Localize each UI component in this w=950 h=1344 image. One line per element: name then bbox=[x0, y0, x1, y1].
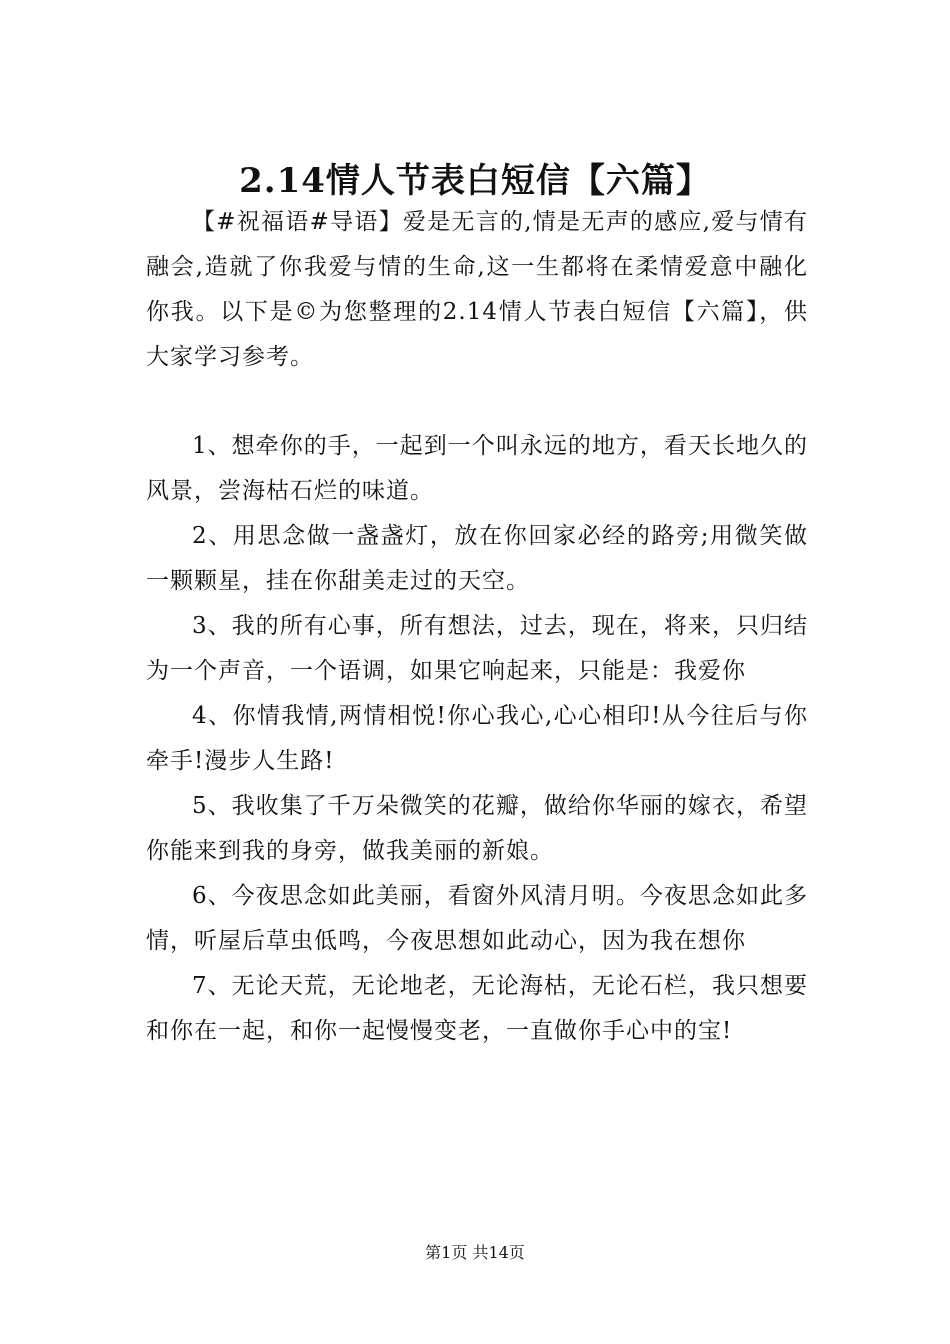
intro-paragraph: 【#祝福语#导语】爱是无言的,情是无声的感应,爱与情有融会,造就了你我爱与情的生命,这一生都将在柔情爱意中融化你我。以下是©为您整理的2.14情人节表白短信【六篇】，供大家学习参考。 bbox=[146, 209, 808, 370]
list-item: 5、我收集了千万朵微笑的花瓣，做给你华丽的嫁衣，希望你能来到我的身旁，做我美丽的新娘。 bbox=[146, 793, 808, 864]
list-item: 4、你情我情,两情相悦!你心我心,心心相印!从今往后与你牵手!漫步人生路! bbox=[146, 703, 808, 774]
message-list bbox=[146, 424, 808, 1054]
page-footer: 第1页 共14页 bbox=[425, 1243, 525, 1262]
list-item: 2、用思念做一盏盏灯，放在你回家必经的路旁;用微笑做一颗颗星，挂在你甜美走过的天空。 bbox=[146, 523, 808, 594]
list-item: 6、今夜思念如此美丽，看窗外风清月明。今夜思念如此多情，听屋后草虫低鸣，今夜思想如此动心，因为我在想你 bbox=[146, 883, 808, 954]
list-item: 3、我的所有心事，所有想法，过去，现在，将来，只归结为一个声音，一个语调，如果它响起来，只能是：我爱你 bbox=[146, 613, 808, 684]
list-item: 7、无论天荒，无论地老，无论海枯，无论石栏，我只想要和你在一起，和你一起慢慢变老，一直做你手心中的宝! bbox=[146, 973, 808, 1044]
list-item: 1、想牵你的手，一起到一个叫永远的地方，看天长地久的风景，尝海枯石烂的味道。 bbox=[146, 433, 808, 504]
document-title: 2.14情人节表白短信【六篇】 bbox=[239, 160, 711, 201]
